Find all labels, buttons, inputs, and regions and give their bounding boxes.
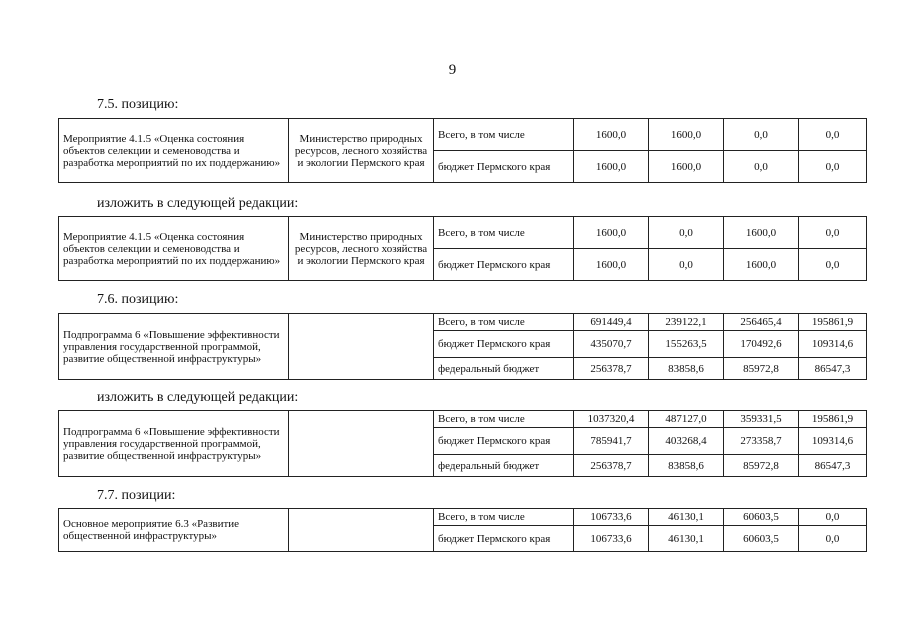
row-label: Всего, в том числе [434,314,574,331]
value-cell: 0,0 [799,526,867,552]
value-cell: 1600,0 [649,119,724,151]
measure-name: Мероприятие 4.1.5 «Оценка состояния объектов селекции и семеноводства и разработка мероприятий по их поддержанию» [59,217,289,281]
value-cell: 1600,0 [724,217,799,249]
row-label: бюджет Пермского края [434,249,574,281]
value-cell: 195861,9 [799,411,867,428]
table-row [59,314,867,331]
row-label: федеральный бюджет [434,455,574,477]
page-number: 9 [448,62,457,78]
value-cell: 256378,7 [574,358,649,380]
value-cell: 106733,6 [574,509,649,526]
value-cell: 1600,0 [574,119,649,151]
responsible-org [289,411,434,477]
value-cell: 0,0 [649,217,724,249]
value-cell: 109314,6 [799,331,867,358]
row-label: бюджет Пермского края [434,151,574,183]
row-label: федеральный бюджет [434,358,574,380]
row-label: Всего, в том числе [434,411,574,428]
table-row [59,411,867,428]
value-cell: 256378,7 [574,455,649,477]
value-cell: 46130,1 [649,526,724,552]
value-cell: 403268,4 [649,428,724,455]
value-cell: 60603,5 [724,526,799,552]
value-cell: 1600,0 [649,151,724,183]
section-heading-7-7: 7.7. позиции: [97,488,176,503]
value-cell: 1600,0 [574,151,649,183]
table-7-5-new [58,216,867,281]
value-cell: 86547,3 [799,358,867,380]
table-7-5-old [58,118,867,183]
value-cell: 83858,6 [649,358,724,380]
value-cell: 60603,5 [724,509,799,526]
value-cell: 86547,3 [799,455,867,477]
value-cell: 46130,1 [649,509,724,526]
row-label: Всего, в том числе [434,119,574,151]
value-cell: 155263,5 [649,331,724,358]
value-cell: 0,0 [649,249,724,281]
value-cell: 239122,1 [649,314,724,331]
table-7-7-old [58,508,867,552]
value-cell: 0,0 [799,119,867,151]
value-cell: 0,0 [799,509,867,526]
table-row [59,509,867,526]
section-heading-7-5: 7.5. позицию: [97,97,179,112]
value-cell: 85972,8 [724,455,799,477]
responsible-org [289,314,434,380]
value-cell: 0,0 [799,217,867,249]
value-cell: 83858,6 [649,455,724,477]
value-cell: 691449,4 [574,314,649,331]
replace-heading-7-6: изложить в следующей редакции: [97,390,299,405]
value-cell: 85972,8 [724,358,799,380]
value-cell: 785941,7 [574,428,649,455]
measure-name: Подпрограмма 6 «Повышение эффективности управления государственной программой, развитие общественной инфраструктуры» [59,411,289,477]
value-cell: 0,0 [799,151,867,183]
value-cell: 109314,6 [799,428,867,455]
value-cell: 170492,6 [724,331,799,358]
responsible-org: Министерство природных ресурсов, лесного хозяйства и экологии Пермского края [289,217,434,281]
section-heading-7-6: 7.6. позицию: [97,292,179,307]
row-label: Всего, в том числе [434,509,574,526]
value-cell: 359331,5 [724,411,799,428]
value-cell: 106733,6 [574,526,649,552]
row-label: Всего, в том числе [434,217,574,249]
row-label: бюджет Пермского края [434,331,574,358]
value-cell: 1600,0 [574,217,649,249]
measure-name: Подпрограмма 6 «Повышение эффективности управления государственной программой, развитие общественной инфраструктуры» [59,314,289,380]
value-cell: 0,0 [799,249,867,281]
table-row [59,217,867,249]
measure-name: Основное мероприятие 6.3 «Развитие общественной инфраструктуры» [59,509,289,552]
value-cell: 273358,7 [724,428,799,455]
value-cell: 256465,4 [724,314,799,331]
value-cell: 487127,0 [649,411,724,428]
table-7-6-new [58,410,867,477]
measure-name: Мероприятие 4.1.5 «Оценка состояния объектов селекции и семеноводства и разработка мероприятий по их поддержанию» [59,119,289,183]
table-row [59,119,867,151]
value-cell: 1600,0 [724,249,799,281]
responsible-org: Министерство природных ресурсов, лесного хозяйства и экологии Пермского края [289,119,434,183]
row-label: бюджет Пермского края [434,526,574,552]
value-cell: 195861,9 [799,314,867,331]
value-cell: 1037320,4 [574,411,649,428]
value-cell: 1600,0 [574,249,649,281]
row-label: бюджет Пермского края [434,428,574,455]
table-7-6-old [58,313,867,380]
responsible-org [289,509,434,552]
value-cell: 0,0 [724,119,799,151]
value-cell: 435070,7 [574,331,649,358]
value-cell: 0,0 [724,151,799,183]
replace-heading-7-5: изложить в следующей редакции: [97,196,299,211]
